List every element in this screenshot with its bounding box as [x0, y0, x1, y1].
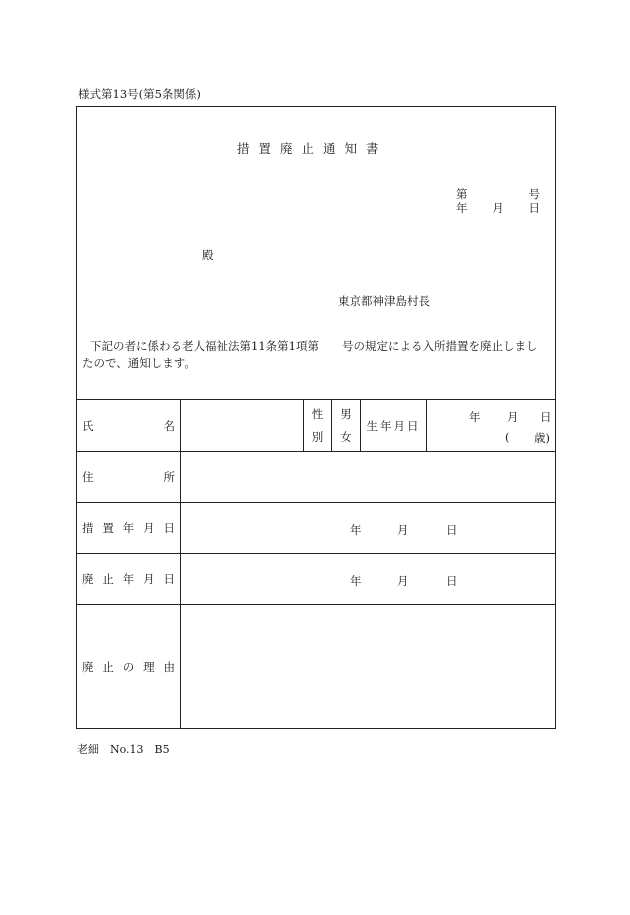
- birth-day: 日: [540, 410, 552, 424]
- form-code: 老細 No.13 B5: [77, 743, 170, 756]
- abolish-date-field[interactable]: [181, 554, 556, 604]
- date-year: 年: [456, 201, 468, 215]
- notice-body: [82, 338, 552, 372]
- birthdate-field[interactable]: [427, 400, 556, 451]
- number-prefix: 第: [456, 187, 468, 201]
- gender-male[interactable]: 男: [340, 407, 352, 422]
- gender-female[interactable]: 女: [340, 429, 352, 444]
- date-day: 日: [528, 201, 540, 215]
- age-open: (: [505, 430, 510, 444]
- notice-body-line1: 下記の者に係わる老人福祉法第11条第1項第 号の規定による入所措置を廃止しまし: [90, 339, 538, 353]
- name-field[interactable]: [181, 400, 303, 451]
- abolish-month: 月: [397, 574, 409, 588]
- address-label: 住 所: [82, 470, 175, 484]
- reason-label: 廃 止 の 理 由: [82, 659, 175, 674]
- form-number-label: 様式第13号(第5条関係): [78, 87, 201, 101]
- measure-date-label: 措 置 年 月 日: [82, 521, 175, 535]
- birth-month: 月: [507, 410, 519, 424]
- age-close: 歳): [534, 431, 550, 445]
- abolish-date-label: 廃 止 年 月 日: [82, 572, 175, 586]
- document-date: [456, 200, 540, 216]
- date-month: 月: [492, 201, 504, 215]
- name-label: 氏 名: [82, 418, 175, 433]
- reason-field[interactable]: [181, 605, 556, 728]
- gender-options[interactable]: [332, 400, 360, 451]
- measure-date-field[interactable]: [181, 503, 556, 553]
- document-title: 措置廃止通知書: [237, 141, 388, 156]
- measure-year: 年: [350, 523, 362, 537]
- birth-year: 年: [469, 410, 481, 424]
- notice-body-line2: たので、通知します。: [82, 356, 196, 370]
- addressee-honorific: 殿: [202, 248, 214, 262]
- measure-month: 月: [397, 523, 409, 537]
- gender-label: 性 別: [311, 407, 324, 444]
- abolish-day: 日: [446, 574, 458, 588]
- abolish-year: 年: [350, 574, 362, 588]
- measure-day: 日: [446, 523, 458, 537]
- birthdate-label: 生年月日: [366, 418, 421, 433]
- address-field[interactable]: [181, 452, 556, 502]
- number-suffix: 号: [528, 187, 540, 201]
- issuer-name: 東京都神津島村長: [338, 294, 430, 308]
